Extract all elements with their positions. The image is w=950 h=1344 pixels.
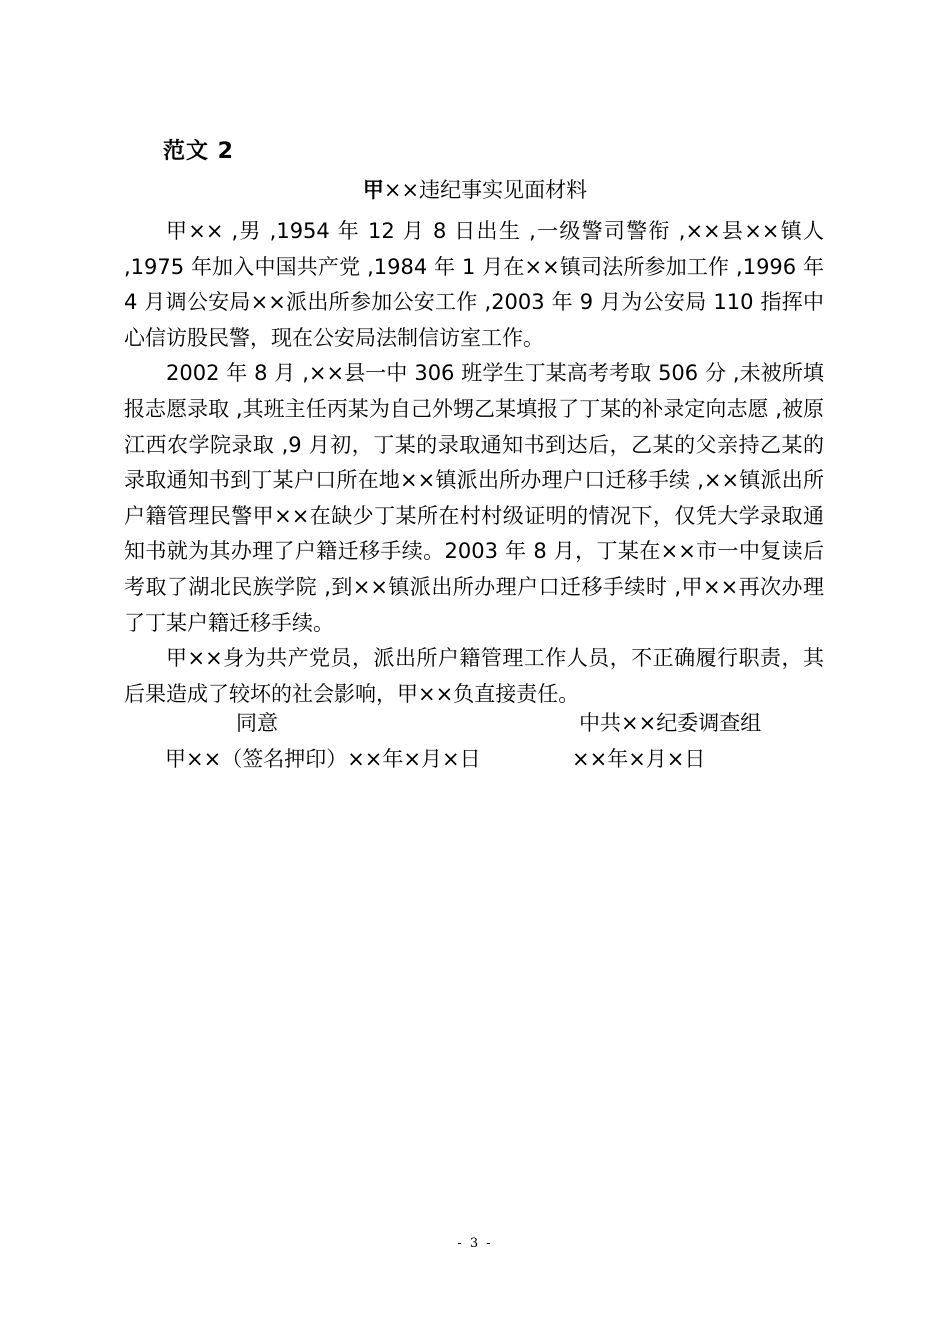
document-title bbox=[0, 174, 950, 206]
paragraph-3: 甲××身为共产党员，派出所户籍管理工作人员，不正确履行职责，其后果造成了较坏的社会影响，甲××负直接责任。 bbox=[124, 646, 824, 706]
section-heading: 范文 2 bbox=[163, 139, 234, 164]
paragraph-2: 2002 年 8 月 ,××县一中 306 班学生丁某高考考取 506 分 ,未被所填报志愿录取 ,其班主任丙某为自己外甥乙某填报了丁某的补录定向志愿 ,被原江西农学院录取 ,9 月初，丁某的录取通知书到达后，乙某的父亲持乙某的录取通知书到丁某户口所在地××镇派出所办理户口迁移手续 ,××镇派出所户籍管理民警甲××在缺少丁某所在村村级证明的情况下，仅凭大学录取通知书就为其办理了户籍迁移手续。2003 年 8 月，丁某在××市一中复读后考取了湖北民族学院 ,到××镇派出所办理户口迁移手续时 ,甲××再次办理了丁某户籍迁移手续。 bbox=[124, 361, 824, 635]
page-number: - 3 - bbox=[457, 1236, 493, 1251]
title-bold-part: 甲 bbox=[362, 178, 384, 202]
signature-date-line: ××年×月×日 bbox=[572, 747, 706, 771]
title-rest: ××违纪事实见面材料 bbox=[383, 178, 588, 202]
signature-organization: 中共××纪委调查组 bbox=[579, 711, 762, 735]
document-body bbox=[124, 214, 824, 712]
paragraph-1: 甲×× ,男 ,1954 年 12 月 8 日出生 ,一级警司警衔 ,××县××镇人 ,1975 年加入中国共产党 ,1984 年 1 月在××镇司法所参加工作 ,1996 年 4 月调公安局××派出所参加公安工作 ,2003 年 9 月为公安局 110 指挥中心信访股民警，现在公安局法制信访室工作。 bbox=[124, 219, 824, 350]
signature-name-line: 甲××（签名押印）××年×月×日 bbox=[165, 747, 481, 771]
signature-agree: 同意 bbox=[236, 711, 278, 735]
